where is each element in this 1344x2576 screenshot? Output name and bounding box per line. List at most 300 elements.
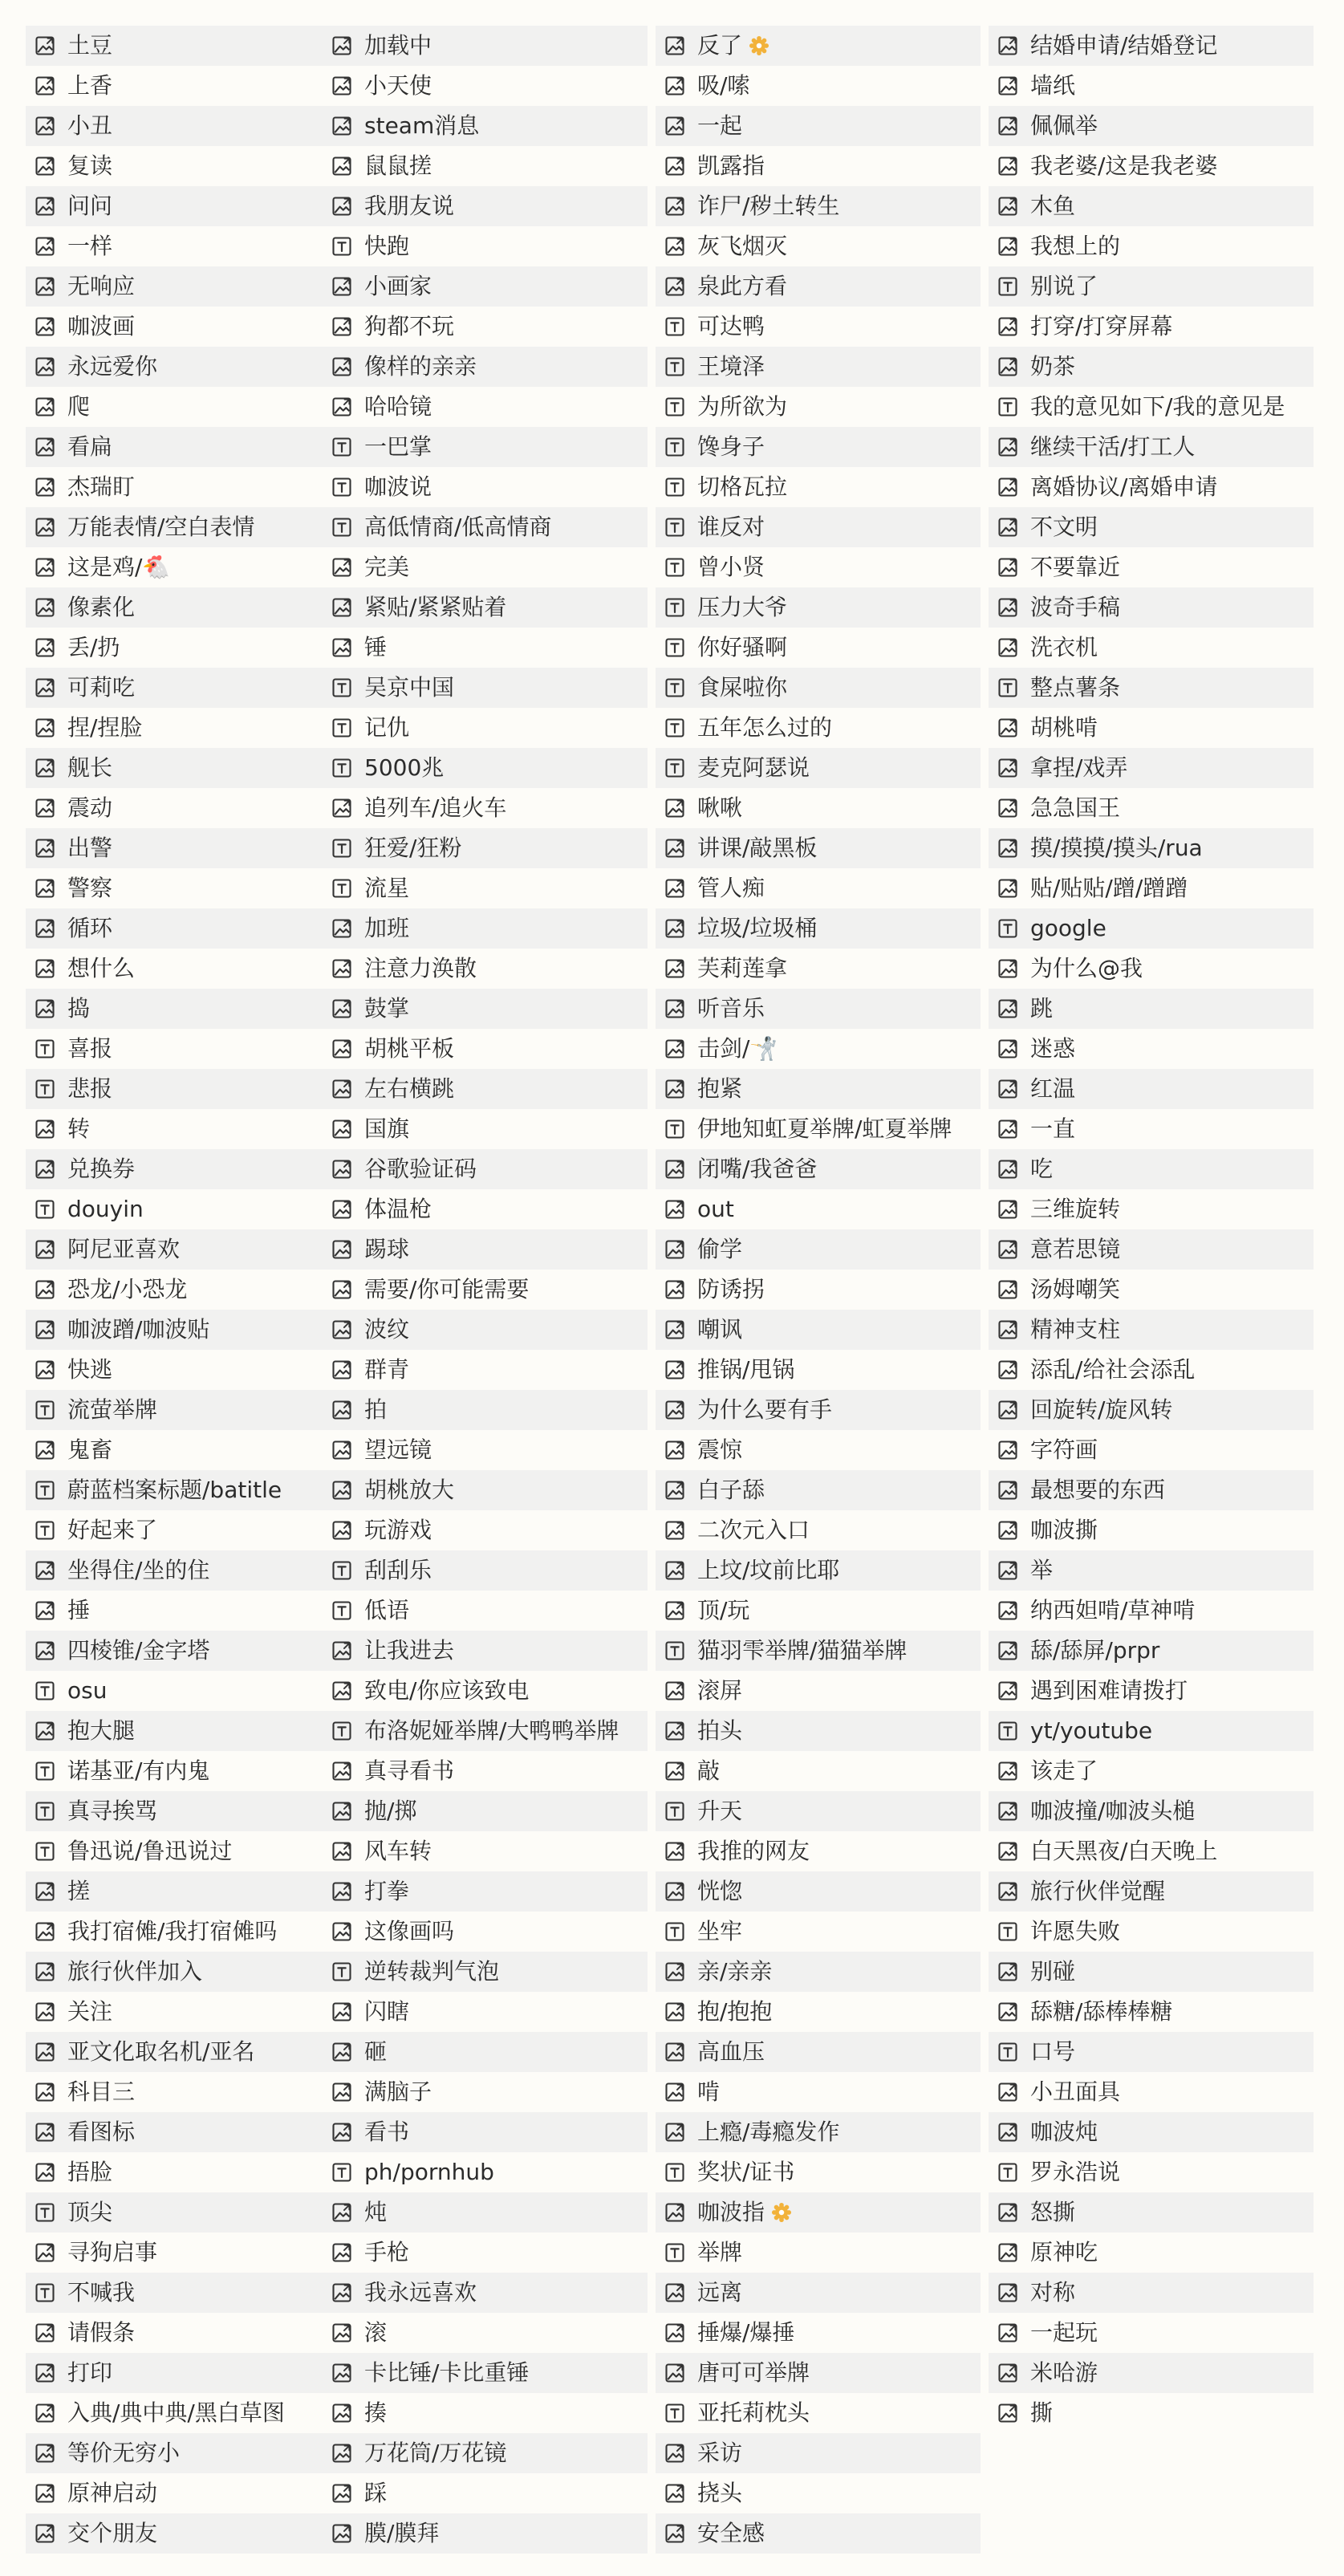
image-icon bbox=[997, 1078, 1019, 1100]
command-label: 拍 bbox=[364, 1396, 388, 1423]
command-label: 谷歌验证码 bbox=[364, 1156, 477, 1182]
command-item bbox=[26, 2152, 351, 2192]
command-label: 撕 bbox=[1030, 2399, 1054, 2426]
command-label: 寻狗启事 bbox=[67, 2239, 158, 2265]
image-icon bbox=[331, 596, 353, 619]
image-icon bbox=[997, 1639, 1019, 1662]
image-icon bbox=[997, 315, 1019, 338]
text-icon bbox=[331, 476, 353, 498]
command-label: 爬 bbox=[67, 393, 91, 420]
command-label: 泉此方看 bbox=[697, 273, 788, 299]
text-icon bbox=[664, 2402, 686, 2424]
command-label: 为什么@我 bbox=[1030, 955, 1143, 981]
image-icon bbox=[331, 1519, 353, 1542]
image-icon bbox=[997, 2281, 1019, 2304]
command-item bbox=[323, 186, 648, 226]
command-item bbox=[26, 467, 351, 507]
command-item bbox=[323, 2192, 648, 2233]
command-item bbox=[323, 1871, 648, 1912]
command-item bbox=[989, 347, 1314, 387]
command-label: 切格瓦拉 bbox=[697, 473, 788, 500]
command-label: 狂爱/狂粉 bbox=[364, 835, 462, 861]
command-item bbox=[323, 66, 648, 106]
command-label: 请假条 bbox=[67, 2319, 136, 2346]
image-icon bbox=[997, 1559, 1019, 1582]
image-icon bbox=[34, 2482, 56, 2505]
command-item bbox=[656, 2353, 981, 2393]
image-icon bbox=[997, 556, 1019, 579]
command-item bbox=[989, 1350, 1314, 1390]
command-item bbox=[656, 106, 981, 146]
command-label: 麦克阿瑟说 bbox=[697, 754, 810, 781]
image-icon bbox=[997, 797, 1019, 819]
command-label: 滚屏 bbox=[697, 1677, 743, 1704]
command-label: 整点薯条 bbox=[1030, 674, 1121, 701]
command-label: 捏/捏脸 bbox=[67, 714, 143, 741]
command-label: 白天黑夜/白天晚上 bbox=[1030, 1838, 1218, 1864]
image-icon bbox=[331, 1158, 353, 1180]
command-label: 纳西妲啃/草神啃 bbox=[1030, 1597, 1196, 1623]
command-label: 震惊 bbox=[697, 1436, 743, 1463]
text-icon bbox=[664, 596, 686, 619]
image-icon bbox=[997, 1760, 1019, 1782]
command-label: 红温 bbox=[1030, 1075, 1076, 1102]
command-label: 体温枪 bbox=[364, 1196, 432, 1222]
command-item bbox=[989, 1591, 1314, 1631]
image-icon bbox=[331, 797, 353, 819]
text-icon bbox=[664, 717, 686, 739]
text-icon bbox=[34, 1479, 56, 1501]
image-icon bbox=[664, 1960, 686, 1983]
image-icon bbox=[331, 1399, 353, 1421]
command-label: 一起玩 bbox=[1030, 2319, 1098, 2346]
command-item bbox=[989, 106, 1314, 146]
command-item bbox=[323, 748, 648, 788]
command-label: 小画家 bbox=[364, 273, 432, 299]
command-item bbox=[26, 1912, 351, 1952]
command-label: 像素化 bbox=[67, 594, 136, 620]
command-label: 捂脸 bbox=[67, 2159, 113, 2185]
text-icon bbox=[664, 636, 686, 659]
image-icon bbox=[664, 115, 686, 137]
command-item bbox=[656, 1390, 981, 1430]
command-label: 警察 bbox=[67, 875, 113, 901]
command-label: 捶 bbox=[67, 1597, 91, 1623]
command-item bbox=[323, 1229, 648, 1270]
image-icon bbox=[997, 1599, 1019, 1622]
command-label: 鬼畜 bbox=[67, 1436, 113, 1463]
image-icon bbox=[34, 75, 56, 97]
image-icon bbox=[34, 2081, 56, 2103]
image-icon bbox=[664, 2442, 686, 2464]
command-label: 回旋转/旋风转 bbox=[1030, 1396, 1173, 1423]
command-label: 压力大爷 bbox=[697, 594, 788, 620]
command-label: 贴/贴贴/蹭/蹭蹭 bbox=[1030, 875, 1188, 901]
command-item bbox=[26, 1550, 351, 1591]
command-label: 顶/玩 bbox=[697, 1597, 750, 1623]
image-icon bbox=[331, 1680, 353, 1702]
command-label: 循环 bbox=[67, 915, 113, 941]
command-label: 怒撕 bbox=[1030, 2199, 1076, 2225]
image-icon bbox=[331, 275, 353, 298]
command-item bbox=[26, 989, 351, 1029]
command-label: 一起 bbox=[697, 112, 743, 139]
command-item bbox=[989, 1550, 1314, 1591]
command-item bbox=[989, 1109, 1314, 1149]
command-label: 继续干活/打工人 bbox=[1030, 433, 1196, 460]
command-label: 伊地知虹夏举牌/虹夏举牌 bbox=[697, 1115, 952, 1142]
command-item bbox=[656, 2192, 981, 2233]
command-item bbox=[989, 1390, 1314, 1430]
command-label: 流萤举牌 bbox=[67, 1396, 158, 1423]
command-item bbox=[323, 2072, 648, 2112]
command-item bbox=[323, 266, 648, 307]
image-icon bbox=[997, 1880, 1019, 1903]
command-item bbox=[26, 66, 351, 106]
text-icon bbox=[997, 275, 1019, 298]
image-icon bbox=[664, 997, 686, 1020]
command-label: 需要/你可能需要 bbox=[364, 1276, 530, 1302]
image-icon bbox=[331, 75, 353, 97]
command-label: 捶爆/爆捶 bbox=[697, 2319, 795, 2346]
command-item bbox=[989, 1069, 1314, 1109]
command-label: 滚 bbox=[364, 2319, 388, 2346]
image-icon bbox=[34, 115, 56, 137]
command-item bbox=[323, 2273, 648, 2313]
command-label: 我想上的 bbox=[1030, 233, 1121, 259]
command-item bbox=[989, 1751, 1314, 1791]
command-label: 真寻看书 bbox=[364, 1757, 455, 1784]
command-item bbox=[26, 2192, 351, 2233]
command-item bbox=[26, 2032, 351, 2072]
command-item bbox=[656, 467, 981, 507]
command-item bbox=[989, 1912, 1314, 1952]
command-label: 安全感 bbox=[697, 2520, 765, 2546]
text-icon bbox=[664, 315, 686, 338]
text-icon bbox=[331, 757, 353, 779]
command-label: 永远爱你 bbox=[67, 353, 158, 380]
command-item bbox=[26, 1470, 351, 1510]
command-label: 小丑 bbox=[67, 112, 113, 139]
image-icon bbox=[997, 1439, 1019, 1461]
command-label: 注意力涣散 bbox=[364, 955, 477, 981]
command-item bbox=[323, 387, 648, 427]
command-item bbox=[989, 266, 1314, 307]
command-label: 国旗 bbox=[364, 1115, 410, 1142]
command-label: 吴京中国 bbox=[364, 674, 455, 701]
command-item bbox=[989, 748, 1314, 788]
command-label: 墙纸 bbox=[1030, 72, 1076, 99]
command-label: 敲 bbox=[697, 1757, 721, 1784]
image-icon bbox=[997, 2201, 1019, 2224]
image-icon bbox=[997, 195, 1019, 217]
command-label: 听音乐 bbox=[697, 995, 765, 1022]
image-icon bbox=[331, 1318, 353, 1341]
command-item bbox=[989, 2313, 1314, 2353]
command-item bbox=[989, 547, 1314, 587]
command-item bbox=[323, 2152, 648, 2192]
command-label: 我朋友说 bbox=[364, 193, 455, 219]
command-item bbox=[656, 1310, 981, 1350]
command-label: 闪瞎 bbox=[364, 1998, 410, 2025]
command-item bbox=[656, 427, 981, 467]
text-icon bbox=[997, 2041, 1019, 2063]
image-icon bbox=[997, 356, 1019, 378]
image-icon bbox=[664, 1399, 686, 1421]
image-icon bbox=[997, 1118, 1019, 1140]
command-item bbox=[26, 1831, 351, 1871]
command-item bbox=[323, 1470, 648, 1510]
image-icon bbox=[997, 717, 1019, 739]
command-item bbox=[26, 1149, 351, 1189]
command-item bbox=[656, 266, 981, 307]
command-item bbox=[656, 1229, 981, 1270]
command-label: 亚托莉枕头 bbox=[697, 2399, 810, 2426]
command-label: 追列车/追火车 bbox=[364, 794, 507, 821]
command-label: 洗衣机 bbox=[1030, 634, 1098, 660]
command-label: 跳 bbox=[1030, 995, 1054, 1022]
command-label: 打穿/打穿屏幕 bbox=[1030, 313, 1173, 339]
image-icon bbox=[34, 315, 56, 338]
image-icon bbox=[34, 516, 56, 538]
command-label: 关注 bbox=[67, 1998, 113, 2025]
command-label: 咖波蹭/咖波贴 bbox=[67, 1316, 210, 1343]
image-icon bbox=[331, 2081, 353, 2103]
image-icon bbox=[34, 1559, 56, 1582]
command-label: 高血压 bbox=[697, 2038, 765, 2065]
command-label: 鲁迅说/鲁迅说过 bbox=[67, 1838, 233, 1864]
command-label: 一巴掌 bbox=[364, 433, 432, 460]
command-item bbox=[26, 668, 351, 708]
command-item bbox=[656, 668, 981, 708]
image-icon bbox=[331, 396, 353, 418]
command-label: 闭嘴/我爸爸 bbox=[697, 1156, 818, 1182]
image-icon bbox=[34, 1359, 56, 1381]
image-icon bbox=[997, 235, 1019, 258]
command-item bbox=[656, 1791, 981, 1831]
command-item bbox=[323, 146, 648, 186]
command-item bbox=[656, 1992, 981, 2032]
command-item bbox=[656, 1069, 981, 1109]
command-item bbox=[323, 908, 648, 949]
command-label: 对称 bbox=[1030, 2279, 1076, 2306]
command-label: 我推的网友 bbox=[697, 1838, 810, 1864]
command-label: 打印 bbox=[67, 2359, 113, 2386]
command-item bbox=[26, 387, 351, 427]
command-item bbox=[323, 2473, 648, 2513]
image-icon bbox=[34, 1238, 56, 1261]
command-label: 逆转裁判气泡 bbox=[364, 1958, 500, 1985]
command-item bbox=[26, 1510, 351, 1550]
command-item bbox=[323, 949, 648, 989]
command-item bbox=[989, 908, 1314, 949]
command-item bbox=[26, 26, 351, 66]
command-item bbox=[989, 989, 1314, 1029]
command-label: 这是鸡/🐔 bbox=[67, 554, 171, 580]
command-item bbox=[989, 1871, 1314, 1912]
command-item bbox=[26, 266, 351, 307]
command-label: 谁反对 bbox=[697, 514, 765, 540]
command-item bbox=[323, 868, 648, 908]
image-icon bbox=[331, 1118, 353, 1140]
image-icon bbox=[34, 997, 56, 1020]
text-icon bbox=[997, 396, 1019, 418]
image-icon bbox=[997, 1800, 1019, 1822]
command-label: 上香 bbox=[67, 72, 113, 99]
image-icon bbox=[34, 757, 56, 779]
image-icon bbox=[34, 1639, 56, 1662]
command-item bbox=[989, 1310, 1314, 1350]
image-icon bbox=[664, 1479, 686, 1501]
image-icon bbox=[997, 596, 1019, 619]
image-icon bbox=[997, 1198, 1019, 1221]
command-item bbox=[323, 427, 648, 467]
command-item bbox=[323, 989, 648, 1029]
command-label: douyin bbox=[67, 1196, 144, 1222]
command-item bbox=[656, 1751, 981, 1791]
command-label: 遇到困难请拨打 bbox=[1030, 1677, 1188, 1704]
command-item bbox=[26, 1631, 351, 1671]
command-item bbox=[26, 1591, 351, 1631]
command-item bbox=[323, 708, 648, 748]
command-label: 震动 bbox=[67, 794, 113, 821]
image-icon bbox=[997, 997, 1019, 1020]
image-icon bbox=[664, 2522, 686, 2545]
command-label: 我的意见如下/我的意见是 bbox=[1030, 393, 1285, 420]
command-item bbox=[323, 1671, 648, 1711]
command-label: 管人痴 bbox=[697, 875, 765, 901]
command-label: 舰长 bbox=[67, 754, 113, 781]
image-icon bbox=[664, 837, 686, 859]
image-icon bbox=[34, 2322, 56, 2344]
image-icon bbox=[34, 396, 56, 418]
image-icon bbox=[34, 797, 56, 819]
command-item bbox=[323, 1791, 648, 1831]
command-label: 抱紧 bbox=[697, 1075, 743, 1102]
command-label: 咖波撕 bbox=[1030, 1517, 1098, 1543]
text-icon bbox=[997, 1720, 1019, 1742]
command-item bbox=[656, 2273, 981, 2313]
command-item bbox=[656, 2072, 981, 2112]
command-item bbox=[323, 1390, 648, 1430]
text-icon bbox=[34, 1399, 56, 1421]
image-icon bbox=[664, 155, 686, 177]
image-icon bbox=[997, 35, 1019, 57]
command-label: 奖状/证书 bbox=[697, 2159, 795, 2185]
image-icon bbox=[34, 436, 56, 458]
command-label: 好起来了 bbox=[67, 1517, 158, 1543]
image-icon bbox=[331, 1198, 353, 1221]
command-item bbox=[26, 507, 351, 547]
image-icon bbox=[331, 1439, 353, 1461]
command-item bbox=[26, 2513, 351, 2554]
command-item bbox=[26, 1751, 351, 1791]
command-label: 复读 bbox=[67, 152, 113, 179]
command-label: 你好骚啊 bbox=[697, 634, 788, 660]
command-item bbox=[26, 868, 351, 908]
command-label: 万花筒/万花镜 bbox=[364, 2440, 507, 2466]
command-label: 膜/膜拜 bbox=[364, 2520, 440, 2546]
command-label: 米哈游 bbox=[1030, 2359, 1098, 2386]
text-icon bbox=[331, 1599, 353, 1622]
command-item bbox=[656, 788, 981, 828]
command-label: 满脑子 bbox=[364, 2078, 432, 2105]
image-icon bbox=[997, 115, 1019, 137]
command-label: 流星 bbox=[364, 875, 410, 901]
command-item bbox=[656, 1430, 981, 1470]
image-icon bbox=[34, 2161, 56, 2184]
command-item bbox=[656, 387, 981, 427]
command-item bbox=[656, 1350, 981, 1390]
command-item bbox=[656, 186, 981, 226]
image-icon bbox=[331, 2001, 353, 2023]
command-label: 悲报 bbox=[67, 1075, 113, 1102]
image-icon bbox=[34, 2241, 56, 2264]
image-icon bbox=[34, 877, 56, 900]
command-label: 炖 bbox=[364, 2199, 388, 2225]
image-icon bbox=[34, 917, 56, 940]
command-label: 拿捏/戏弄 bbox=[1030, 754, 1128, 781]
command-item bbox=[989, 2393, 1314, 2433]
command-item bbox=[989, 788, 1314, 828]
command-label: 快跑 bbox=[364, 233, 410, 259]
image-icon bbox=[331, 315, 353, 338]
image-icon bbox=[331, 917, 353, 940]
command-item bbox=[323, 828, 648, 868]
command-item bbox=[323, 2433, 648, 2473]
command-label: 亲/亲亲 bbox=[697, 1958, 773, 1985]
command-item bbox=[656, 66, 981, 106]
image-icon bbox=[34, 35, 56, 57]
image-icon bbox=[997, 1038, 1019, 1060]
command-item bbox=[656, 2313, 981, 2353]
command-item bbox=[656, 1912, 981, 1952]
image-icon bbox=[331, 1920, 353, 1943]
image-icon bbox=[34, 195, 56, 217]
command-label: 紧贴/紧紧贴着 bbox=[364, 594, 507, 620]
command-item bbox=[26, 628, 351, 668]
command-label: 三维旋转 bbox=[1030, 1196, 1121, 1222]
image-icon bbox=[664, 1599, 686, 1622]
image-icon bbox=[664, 2081, 686, 2103]
image-icon bbox=[34, 1118, 56, 1140]
command-label: 防诱拐 bbox=[697, 1276, 765, 1302]
command-item bbox=[656, 2112, 981, 2152]
command-item bbox=[323, 1510, 648, 1550]
command-label: 许愿失败 bbox=[1030, 1918, 1121, 1944]
command-label: 卡比锤/卡比重锤 bbox=[364, 2359, 530, 2386]
command-item bbox=[989, 427, 1314, 467]
command-label: 别说了 bbox=[1030, 273, 1098, 299]
command-item bbox=[323, 226, 648, 266]
command-label: 原神吃 bbox=[1030, 2239, 1098, 2265]
command-label: 玩游戏 bbox=[364, 1517, 432, 1543]
image-icon bbox=[664, 1238, 686, 1261]
image-icon bbox=[331, 2402, 353, 2424]
command-label: 吃 bbox=[1030, 1156, 1054, 1182]
command-item bbox=[26, 1109, 351, 1149]
command-item bbox=[26, 1189, 351, 1229]
command-label: 一直 bbox=[1030, 1115, 1076, 1142]
command-label: 刮刮乐 bbox=[364, 1557, 432, 1583]
command-item bbox=[323, 307, 648, 347]
image-icon bbox=[331, 957, 353, 980]
command-item bbox=[989, 307, 1314, 347]
command-item bbox=[989, 1270, 1314, 1310]
command-item bbox=[656, 1591, 981, 1631]
command-label: 舔糖/舔棒棒糖 bbox=[1030, 1998, 1173, 2025]
text-icon bbox=[664, 356, 686, 378]
